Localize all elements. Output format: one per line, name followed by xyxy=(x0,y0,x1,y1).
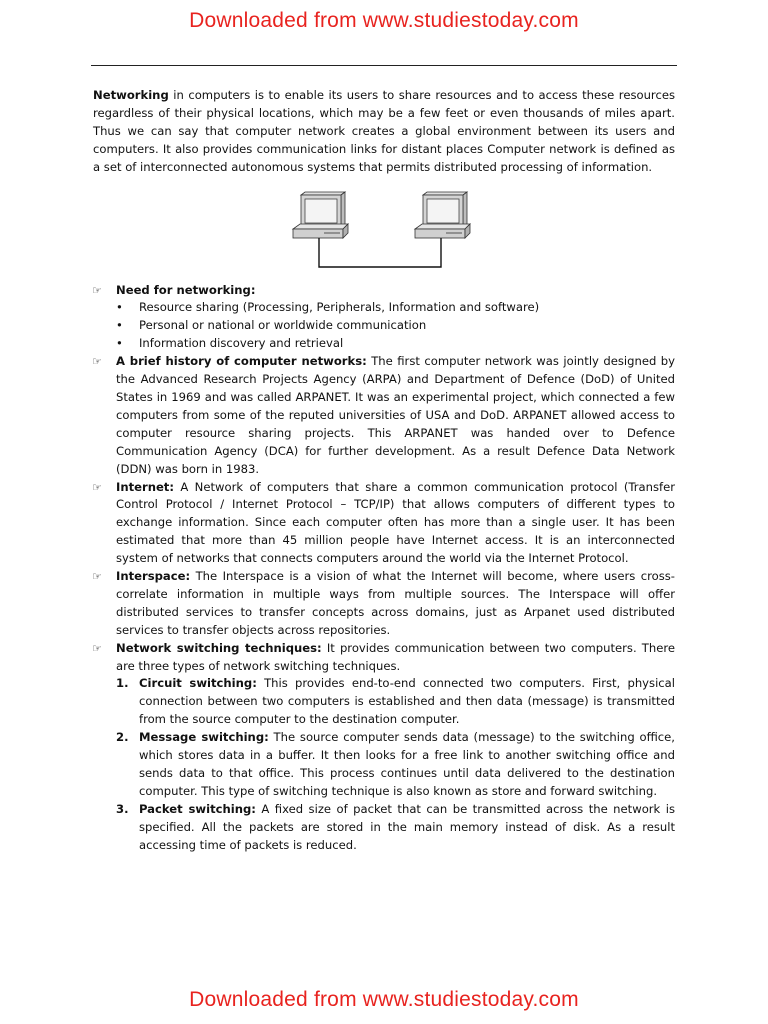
footer-banner: Downloaded from www.studiestoday.com xyxy=(189,988,579,1011)
header-banner: Downloaded from www.studiestoday.com xyxy=(189,9,579,32)
list-item: • Information discovery and retrieval xyxy=(116,335,675,353)
pointing-hand-icon: ☞ xyxy=(92,641,102,655)
list-item: 1. Circuit switching: This provides end-to-end connected two computers. First, physical connection between two computers is established and then data (message) is transmitted from the source computer to the destination computer. xyxy=(116,676,675,727)
intro-text: in computers is to enable its users to share resources and to access these resources regardless of their physical locations, which may be a few feet or even thousands of miles apart. Thus we can say that computer network creates a global environment between its users and computers. It also provides communication links for distant places Computer network is defined as a set of interconnected autonomous systems that permits distributed processing of information. xyxy=(93,88,675,174)
networked-computers-icon xyxy=(290,191,474,271)
pointing-hand-icon: ☞ xyxy=(92,480,102,494)
need-list xyxy=(116,299,675,353)
internet-text: A Network of computers that share a common communication protocol (Transfer Control Protocol / Internet Protocol – TCP/IP) that allows computers of different types to exchange information. Since each computer often has more than a single user. It has been estimated that more than 45 million people have Internet access. It is an interconnected system of networks that connects computers around the world via the Internet Protocol. xyxy=(116,479,675,566)
bullet-marker: • xyxy=(116,300,123,315)
history-text: The first computer network was jointly designed by the Advanced Research Projects Agency (ARPA) and Department of Defence (DoD) of United States in 1969 and was called ARPANET. It was an experimental project, which connected a few computers from some of the reputed universities of USA and DoD. ARPANET allowed access to computer resource sharing projects. This ARPANET was handed over to Defence Communication Agency (DCA) for further development. As a result Defence Data Network (DDN) was born in 1983. xyxy=(116,354,675,476)
item-number: 3. xyxy=(116,801,129,816)
switching-text: It provides communication between two computers. There are three types of network switching techniques. xyxy=(116,640,676,673)
intro-term: Networking xyxy=(93,88,169,102)
topic-switching xyxy=(93,640,675,855)
computer-left-icon xyxy=(293,192,348,238)
topic-need xyxy=(93,282,675,354)
need-title: Need for networking: xyxy=(116,282,256,297)
bullet-marker: • xyxy=(116,318,123,333)
topic-internet xyxy=(93,479,675,569)
item-number: 1. xyxy=(116,676,129,691)
interspace-title: Interspace: xyxy=(116,569,191,584)
topic-interspace xyxy=(93,568,675,640)
topic-history xyxy=(93,353,675,478)
switching-title: Network switching techniques: xyxy=(116,640,322,655)
header-rule xyxy=(91,65,677,66)
pointing-hand-icon: ☞ xyxy=(92,355,102,369)
list-item: • Resource sharing (Processing, Peripherals, Information and software) xyxy=(116,299,675,317)
item-number: 2. xyxy=(116,730,129,745)
interspace-text: The Interspace is a vision of what the Internet will become, where users cross-correlate information in multiple ways from multiple sources. The Interspace will offer distributed services to transfer concepts across domains, just as Arpanet used distributed services to transfer objects across repositories. xyxy=(116,569,675,637)
pointing-hand-icon: ☞ xyxy=(92,283,102,297)
history-title: A brief history of computer networks: xyxy=(116,354,367,369)
computer-right-icon xyxy=(415,192,470,238)
list-item: 2. Message switching: The source computer sends data (message) to the switching office, which stores data in a buffer. It then looks for a free link to another switching office and sends data to that office. This process continues until data delivered to the destination computer. This type of switching technique is also known as store and forward switching. xyxy=(116,730,675,798)
pointing-hand-icon: ☞ xyxy=(92,570,102,584)
internet-title: Internet: xyxy=(116,479,174,494)
document-body xyxy=(93,87,675,855)
switching-list xyxy=(116,675,675,854)
bullet-marker: • xyxy=(116,336,123,351)
network-cable xyxy=(319,238,441,267)
list-item: • Personal or national or worldwide communication xyxy=(116,317,675,335)
topic-list xyxy=(93,282,675,855)
list-item: 3. Packet switching: A fixed size of packet that can be transmitted across the network is specified. All the packets are stored in the main memory instead of disk. As a result accessing time of packets is reduced. xyxy=(116,801,675,852)
intro-paragraph xyxy=(93,87,675,177)
